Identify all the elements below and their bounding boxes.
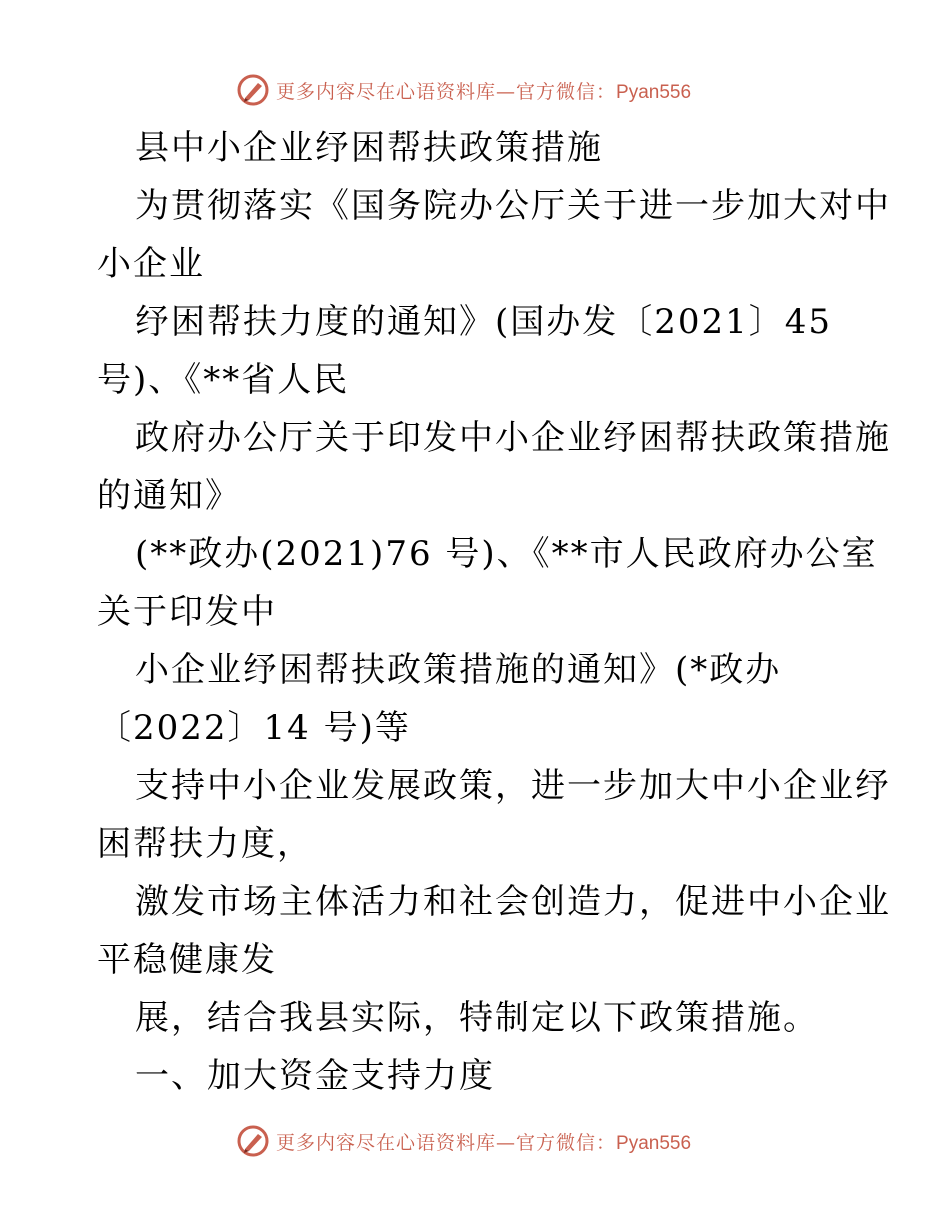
section-heading: 一、加大资金支持力度 <box>135 1056 495 1096</box>
doc-line: 小企业 <box>97 244 205 284</box>
header-watermark <box>236 70 691 110</box>
doc-line: 〔2022〕14 号)等 <box>97 708 411 748</box>
pen-logo-icon <box>236 73 270 107</box>
doc-line: 平稳健康发 <box>97 940 277 980</box>
doc-line: 关于印发中 <box>97 592 277 632</box>
doc-line: 政府办公厅关于印发中小企业纾困帮扶政策措施 <box>135 418 891 458</box>
doc-line: 支持中小企业发展政策，进一步加大中小企业纾 <box>135 766 891 806</box>
watermark-wechat-id: Pyan556 <box>616 81 692 103</box>
doc-line: 小企业纾困帮扶政策措施的通知》(*政办 <box>135 650 782 690</box>
watermark-text <box>276 77 691 104</box>
watermark-main: 更多内容尽在心语资料库—官方微信： <box>276 80 617 103</box>
doc-line: 纾困帮扶力度的通知》(国办发〔2021〕45 <box>135 302 833 342</box>
doc-line: 号)、《**省人民 <box>97 360 350 400</box>
doc-line: 困帮扶力度， <box>97 824 313 864</box>
watermark-main: 更多内容尽在心语资料库—官方微信： <box>276 1131 617 1154</box>
footer-watermark <box>236 1121 691 1161</box>
watermark-text <box>276 1128 691 1155</box>
pen-logo-icon <box>236 1124 270 1158</box>
doc-line: 为贯彻落实《国务院办公厅关于进一步加大对中 <box>135 186 891 226</box>
doc-line: 激发市场主体活力和社会创造力，促进中小企业 <box>135 882 891 922</box>
doc-line: 的通知》 <box>97 476 241 516</box>
doc-line: (**政办(2021)76 号)、《**市人民政府办公室 <box>135 534 878 574</box>
doc-title: 县中小企业纾困帮扶政策措施 <box>135 128 603 168</box>
doc-line: 展，结合我县实际，特制定以下政策措施。 <box>135 998 819 1038</box>
watermark-wechat-id: Pyan556 <box>616 1132 692 1154</box>
